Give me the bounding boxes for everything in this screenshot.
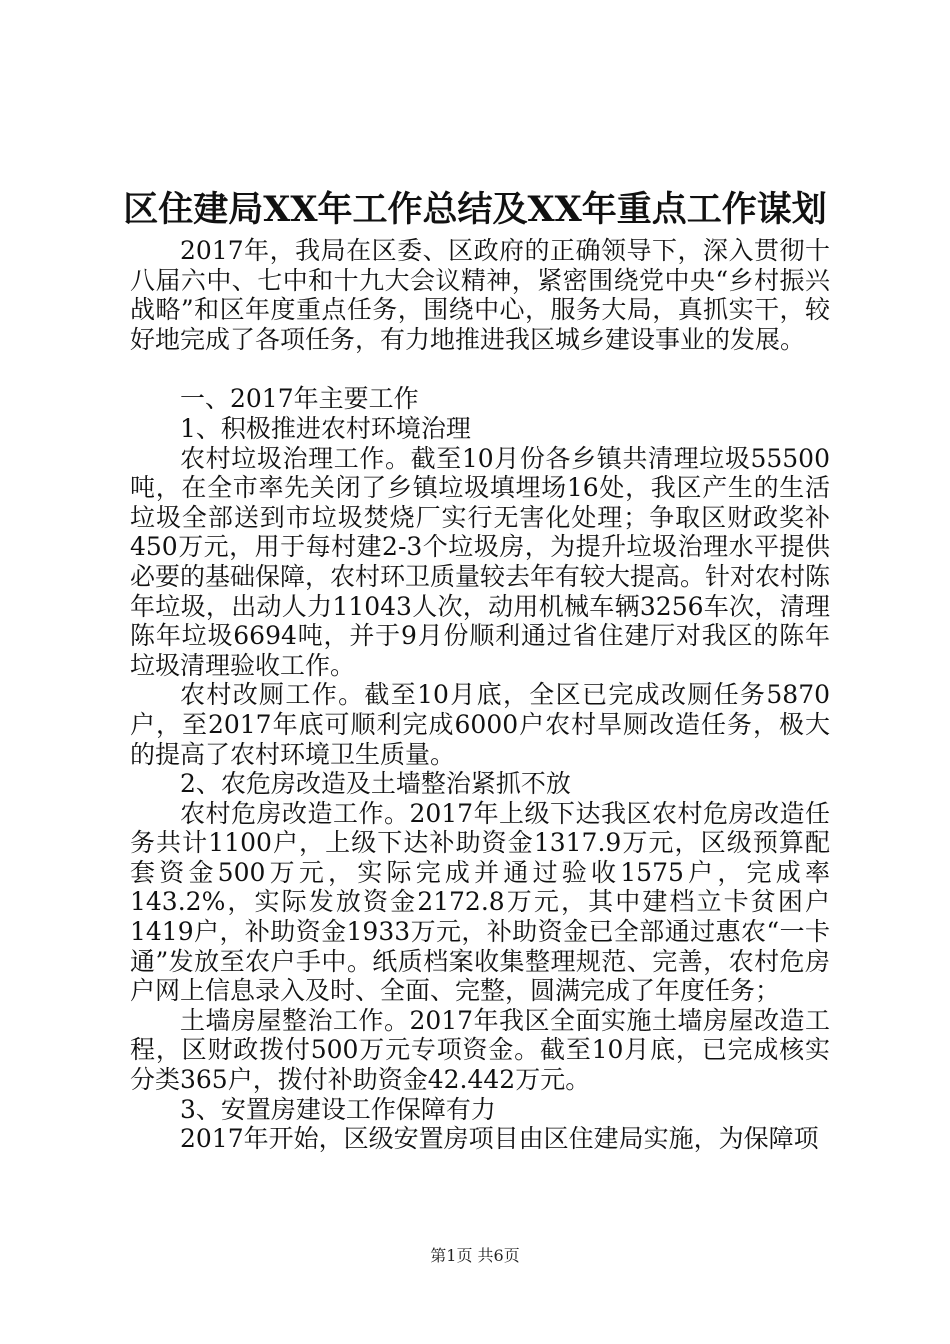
page-number-footer: 第1页 共6页 xyxy=(430,1246,520,1265)
document-body xyxy=(130,236,830,1154)
resettlement-paragraph: 2017年开始，区级安置房项目由区住建局实施，为保障项 xyxy=(180,1124,819,1154)
section-heading-main-work: 一、2017年主要工作 xyxy=(180,384,419,414)
subsection-heading-environment: 1、积极推进农村环境治理 xyxy=(180,413,471,443)
garbage-paragraph: 农村垃圾治理工作。截至10月份各乡镇共清理垃圾55500吨，在全市率先关闭了乡镇垃圾填埋场16处，我区产生的生活垃圾全部送到市垃圾焚烧厂实行无害化处理；争取区财政奖补450万元，用于每村建2-3个垃圾房，为提升垃圾治理水平提供必要的基础保障，农村环卫质量较去年有较大提高。针对农村陈年垃圾，出动人力11043人次，动用机械车辆3256车次，清理陈年垃圾6694吨，并于9月份顺利通过省住建厅对我区的陈年垃圾清理验收工作。 xyxy=(130,443,831,680)
subsection-heading-dangerous-housing: 2、农危房改造及土墙整治紧抓不放 xyxy=(180,769,571,799)
paragraph-gap xyxy=(130,354,830,384)
toilet-paragraph: 农村改厕工作。截至10月底，全区已完成改厕任务5870户，至2017年底可顺利完成6000户农村旱厕改造任务，极大的提高了农村环境卫生质量。 xyxy=(130,680,830,769)
document-title: 区住建局XX年工作总结及XX年重点工作谋划 xyxy=(123,189,827,230)
subsection-heading-resettlement: 3、安置房建设工作保障有力 xyxy=(180,1094,496,1124)
intro-paragraph: 2017年，我局在区委、区政府的正确领导下，深入贯彻十八届六中、七中和十九大会议精神，紧密围绕党中央“乡村振兴战略”和区年度重点任务，围绕中心，服务大局，真抓实干，较好地完成了各项任务，有力地推进我区城乡建设事业的发展。 xyxy=(130,236,830,354)
earth-wall-paragraph: 土墙房屋整治工作。2017年我区全面实施土墙房屋改造工程，区财政拨付500万元专项资金。截至10月底，已完成核实分类365户，拨付补助资金42.442万元。 xyxy=(130,1005,830,1095)
dangerous-housing-paragraph: 农村危房改造工作。2017年上级下达我区农村危房改造任务共计1100户，上级下达补助资金1317.9万元，区级预算配套资金500万元，实际完成并通过验收1575户，完成率143.2%，实际发放资金2172.8万元，其中建档立卡贫困户1419户，补助资金1933万元，补助资金已全部通过惠农“一卡通”发放至农户手中。纸质档案收集整理规范、完善，农村危房户网上信息录入及时、全面、完整，圆满完成了年度任务； xyxy=(130,798,830,1006)
